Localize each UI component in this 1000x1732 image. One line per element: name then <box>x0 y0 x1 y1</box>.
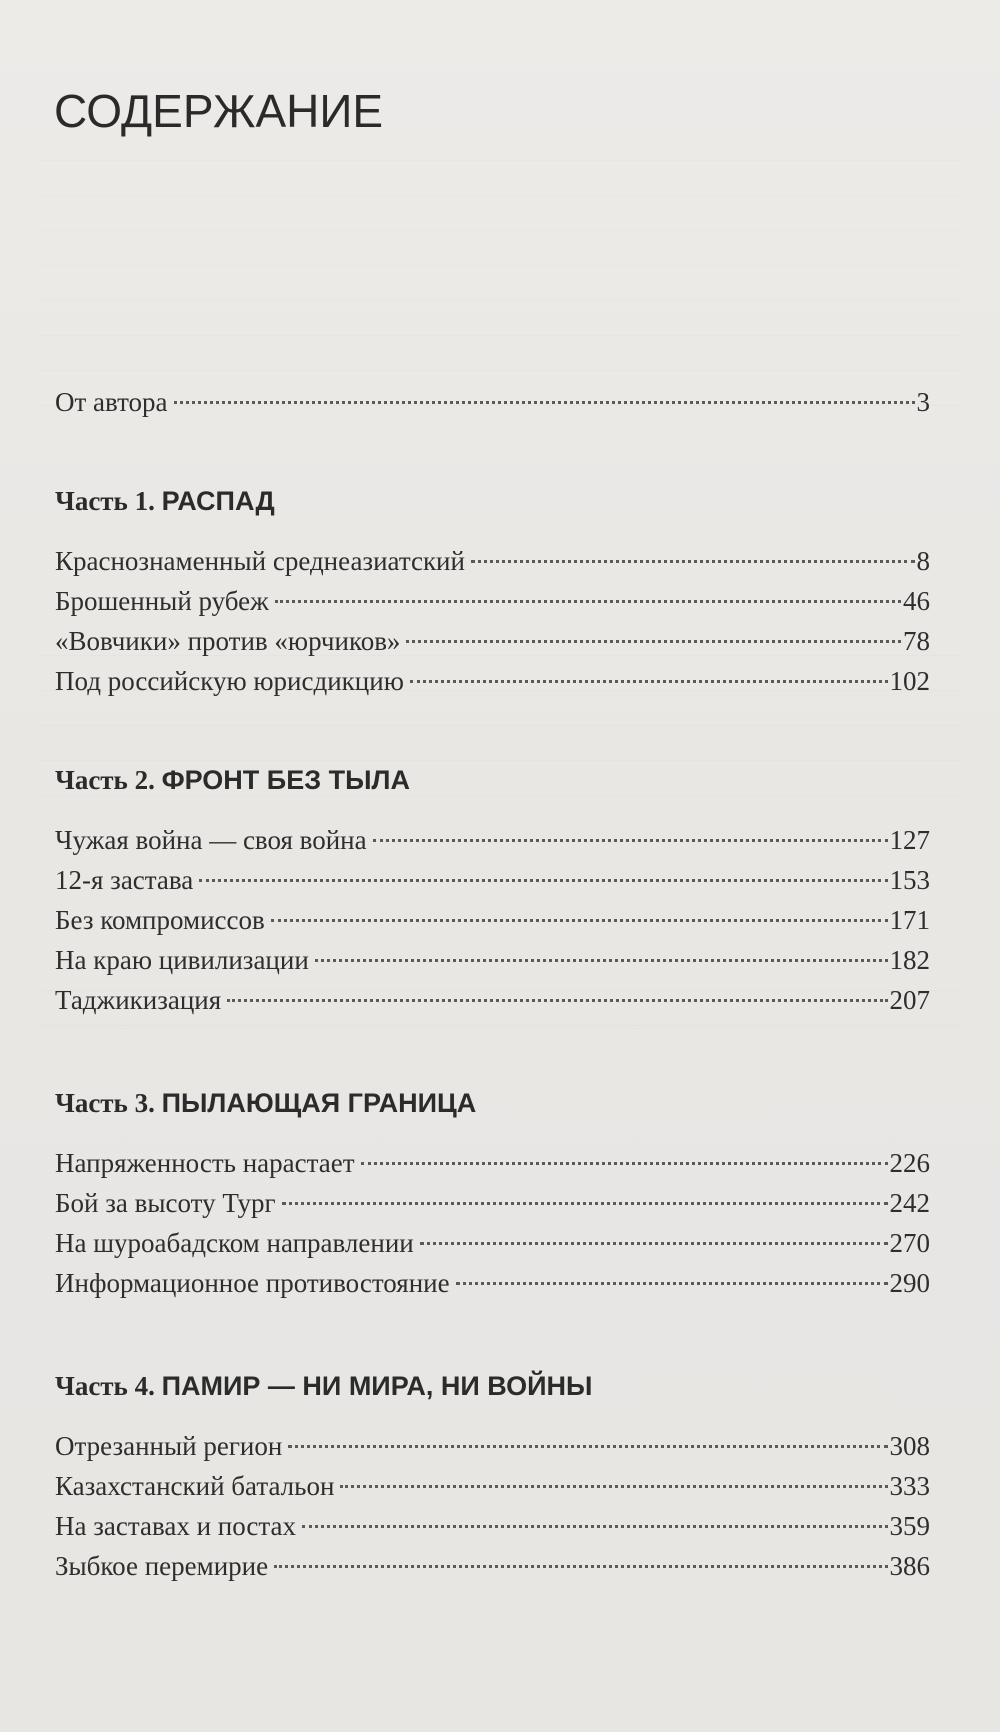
toc-entry[interactable] <box>55 1265 930 1301</box>
dot-leader <box>471 560 915 563</box>
dot-leader <box>275 600 901 603</box>
toc-entry[interactable] <box>55 583 930 619</box>
dot-leader <box>340 1485 887 1488</box>
toc-entry-intro[interactable] <box>55 384 930 420</box>
toc-entry-page: 127 <box>889 825 930 855</box>
toc-entry-label: На заставах и постах <box>55 1511 297 1541</box>
toc-entry-page: 153 <box>889 865 930 895</box>
part-prefix: Часть 4. <box>55 1371 155 1401</box>
toc-entry-page: 226 <box>889 1148 930 1178</box>
toc-entry-label: На шуроабадском направлении <box>55 1228 414 1258</box>
toc-entry-label: Без компромиссов <box>55 905 265 935</box>
toc-entry-label: Напряженность нарастает <box>55 1148 355 1178</box>
part-2-heading <box>55 765 410 796</box>
page-title: СОДЕРЖАНИЕ <box>54 85 384 137</box>
toc-entry[interactable] <box>55 543 930 579</box>
toc-entry-page: 242 <box>889 1188 930 1218</box>
dot-leader <box>406 640 901 643</box>
part-4-heading <box>55 1371 592 1402</box>
toc-entry[interactable] <box>55 1185 930 1221</box>
part-prefix: Часть 1. <box>55 486 155 516</box>
part-prefix: Часть 3. <box>55 1088 155 1118</box>
toc-entry-page: 207 <box>889 985 930 1015</box>
toc-entry-label: Казахстанский батальон <box>55 1471 335 1501</box>
toc-entry[interactable] <box>55 942 930 978</box>
toc-entry[interactable] <box>55 862 930 898</box>
part-name: ФРОНТ БЕЗ ТЫЛА <box>161 765 410 795</box>
part-name: ПЫЛАЮЩАЯ ГРАНИЦА <box>161 1088 477 1118</box>
toc-entry[interactable] <box>55 1468 930 1504</box>
toc-entry-page: 333 <box>889 1471 930 1501</box>
part-prefix: Часть 2. <box>55 765 155 795</box>
toc-entry-label: От автора <box>55 387 168 417</box>
toc-entry-page: 290 <box>889 1268 930 1298</box>
toc-entry-page: 46 <box>903 586 930 616</box>
part-1-heading <box>55 486 275 517</box>
dot-leader <box>288 1445 887 1448</box>
toc-entry-page: 171 <box>889 905 930 935</box>
part-name: ПАМИР — НИ МИРА, НИ ВОЙНЫ <box>161 1371 593 1401</box>
dot-leader <box>227 999 887 1002</box>
toc-entry-label: Информационное противостояние <box>55 1268 450 1298</box>
toc-entry[interactable] <box>55 982 930 1018</box>
toc-entry[interactable] <box>55 1428 930 1464</box>
toc-entry-page: 386 <box>889 1551 930 1581</box>
dot-leader <box>315 959 888 962</box>
dot-leader <box>282 1202 888 1205</box>
toc-entry-page: 359 <box>889 1511 930 1541</box>
toc-entry[interactable] <box>55 663 930 699</box>
toc-entry-page: 182 <box>889 945 930 975</box>
dot-leader <box>302 1525 887 1528</box>
toc-entry[interactable] <box>55 623 930 659</box>
toc-entry-label: На краю цивилизации <box>55 945 309 975</box>
toc-entry-label: Краснознаменный среднеазиатский <box>55 546 465 576</box>
dot-leader <box>274 1565 887 1568</box>
dot-leader <box>271 919 888 922</box>
toc-entry-page: 308 <box>889 1431 930 1461</box>
toc-entry-label: Под российскую юрисдикцию <box>55 666 404 696</box>
dot-leader <box>373 839 888 842</box>
toc-entry-label: Чужая война — своя война <box>55 825 367 855</box>
dot-leader <box>456 1282 888 1285</box>
toc-entry-label: 12-я застава <box>55 865 194 895</box>
dot-leader <box>199 879 887 882</box>
dot-leader <box>420 1242 888 1245</box>
toc-entry-label: Отрезанный регион <box>55 1431 283 1461</box>
part-name: РАСПАД <box>161 486 275 516</box>
toc-entry-label: «Вовчики» против «юрчиков» <box>55 626 401 656</box>
toc-entry-page: 3 <box>916 387 930 417</box>
dot-leader <box>174 401 915 404</box>
toc-entry-page: 8 <box>916 546 930 576</box>
dot-leader <box>361 1162 888 1165</box>
toc-entry[interactable] <box>55 1508 930 1544</box>
toc-entry[interactable] <box>55 822 930 858</box>
toc-entry-label: Таджикизация <box>55 985 222 1015</box>
toc-entry-page: 102 <box>889 666 930 696</box>
toc-entry-label: Бой за высоту Тург <box>55 1188 276 1218</box>
toc-entry[interactable] <box>55 1225 930 1261</box>
toc-entry[interactable] <box>55 1548 930 1584</box>
toc-entry-page: 270 <box>889 1228 930 1258</box>
toc-entry-page: 78 <box>903 626 930 656</box>
toc-entry-label: Брошенный рубеж <box>55 586 269 616</box>
toc-entry-label: Зыбкое перемирие <box>55 1551 269 1581</box>
toc-entry[interactable] <box>55 902 930 938</box>
dot-leader <box>410 680 888 683</box>
part-3-heading <box>55 1088 476 1119</box>
toc-entry[interactable] <box>55 1145 930 1181</box>
